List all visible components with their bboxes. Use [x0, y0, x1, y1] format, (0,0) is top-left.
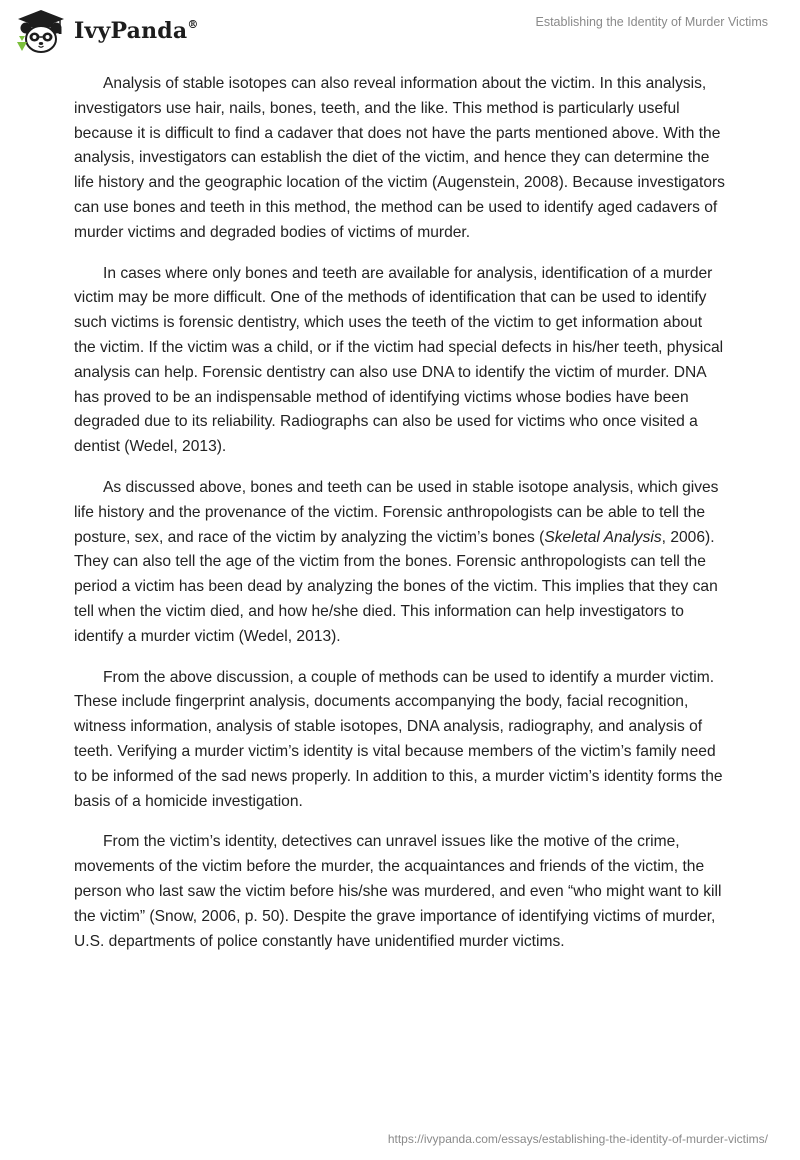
brand-name: IvyPanda® [74, 17, 199, 44]
ivypanda-logo[interactable] [14, 8, 199, 54]
essay-body [74, 72, 726, 970]
paragraph-4: From the above discussion, a couple of methods can be used to identify a murder victim. These include fingerprint analysis, documents accompanying the body, facial recognition, witness information, analysis of stable isotopes, DNA analysis, radiography, and analysis of teeth. Verifying a murder victim’s identity is vital because members of the victim’s family need to be informed of the sad news properly. In addition to this, a murder victim’s identity forms the basis of a homicide investigation. [74, 668, 723, 810]
paragraph-5: From the victim’s identity, detectives can unravel issues like the motive of the crime, movements of the victim before the murder, the acquaintances and friends of the victim, the person who last saw the victim before his/she was murdered, and even “who might want to kill the victim” (Snow, 2006, p. 50). Despite the grave importance of identifying victims of murder, U.S. departments of police constantly have unidentified murder victims. [74, 833, 722, 950]
paragraph-3 [74, 476, 726, 650]
source-url-link[interactable]: https://ivypanda.com/essays/establishing-the-identity-of-murder-victims/ [387, 1132, 768, 1146]
paragraph-3-text-before: As discussed above, bones and teeth can be used in stable isotope analysis, which gives life history and the provenance of the victim. Forensic anthropologists can be able to tell the posture, sex, and race of the victim by analyzing the victim’s bones ( [74, 478, 719, 546]
paragraph-2: In cases where only bones and teeth are available for analysis, identification of a murder victim may be more difficult. One of the methods of identification that can be used to identify such victims is forensic dentistry, which uses the teeth of the victim to get information about the victim. If the victim was a child, or if the victim had special defects in his/her teeth, physical analysis can help. Forensic dentistry can also use DNA to identify the victim of murder. DNA has proved to be an indispensable method of identifying victims whose bodies have been degraded due to its reliability. Radiographs can also be used for victims who once visited a dentist (Wedel, 2013). [74, 264, 724, 456]
paragraph-1: Analysis of stable isotopes can also reveal information about the victim. In this analysis, investigators use hair, nails, bones, teeth, and the like. This method is particularly useful because it is difficult to find a cadaver that does not have the parts mentioned above. With the analysis, investigators can establish the diet of the victim, and hence they can determine the life history and the geographic location of the victim (Augenstein, 2008). Because investigators can use bones and teeth in this method, the method can be used to identify aged cadavers of murder victims and degraded bodies of victims of murder. [74, 75, 725, 241]
skeletal-analysis-citation: Skeletal Analysis [544, 528, 662, 546]
page-header [0, 0, 800, 70]
document-title: Establishing the Identity of Murder Victims [535, 15, 768, 29]
panda-graduate-icon [14, 8, 68, 54]
paragraph-3-text-after: , 2006). They can also tell the age of the victim from the bones. Forensic anthropologists can tell the period a victim has been dead by analyzing the bones of the victim. This implies that they can tell when the victim died, and how he/she died. This information can help investigators to identify a murder victim (Wedel, 2013). [74, 528, 718, 645]
registered-mark: ® [187, 17, 199, 31]
